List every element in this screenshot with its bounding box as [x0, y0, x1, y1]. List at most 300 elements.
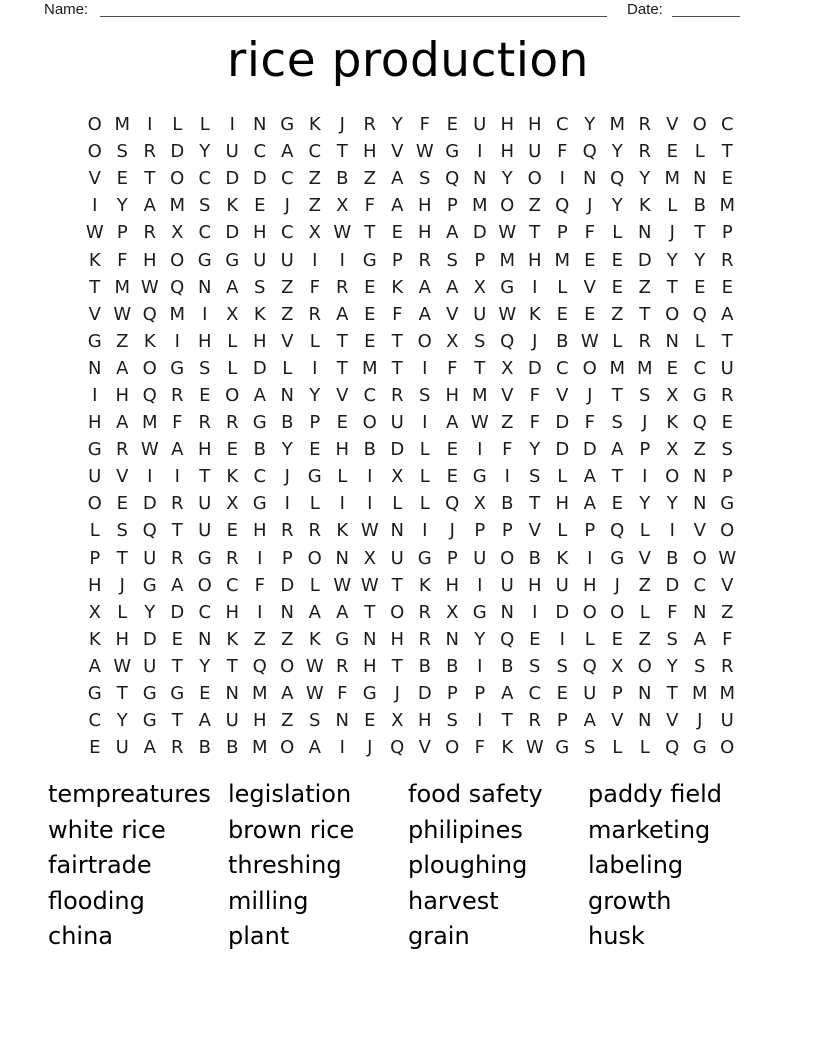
grid-letter: E: [584, 303, 596, 325]
grid-letter: F: [254, 574, 265, 596]
grid-letter: C: [198, 168, 212, 190]
grid-letter: F: [474, 737, 485, 759]
grid-letter: G: [692, 737, 707, 759]
grid-letter: L: [89, 520, 100, 542]
grid-letter: V: [501, 384, 514, 406]
grid-letter: O: [225, 384, 240, 406]
grid-letter: W: [580, 330, 599, 352]
grid-letter: R: [528, 710, 541, 732]
grid-letter: E: [199, 683, 211, 705]
grid-letter: M: [609, 357, 626, 379]
grid-letter: D: [170, 601, 185, 623]
grid-letter: T: [474, 357, 486, 379]
word-item: threshing: [228, 851, 342, 880]
grid-letter: N: [638, 710, 652, 732]
grid-letter: H: [362, 655, 377, 677]
grid-letter: R: [335, 655, 349, 677]
grid-letter: Q: [142, 520, 157, 542]
grid-letter: R: [418, 601, 431, 623]
grid-letter: S: [529, 466, 541, 488]
grid-letter: P: [446, 195, 458, 217]
grid-letter: C: [308, 141, 322, 163]
grid-letter: Z: [693, 439, 706, 461]
grid-letter: W: [305, 683, 324, 705]
grid-letter: H: [115, 628, 130, 650]
grid-letter: H: [390, 628, 405, 650]
grid-letter: N: [363, 628, 377, 650]
grid-letter: L: [419, 466, 430, 488]
grid-letter: D: [582, 439, 597, 461]
grid-letter: N: [693, 168, 707, 190]
grid-letter: F: [529, 384, 540, 406]
grid-letter: H: [527, 249, 542, 271]
grid-letter: M: [719, 683, 736, 705]
grid-letter: L: [639, 601, 650, 623]
grid-letter: G: [500, 276, 515, 298]
grid-letter: X: [391, 466, 404, 488]
grid-letter: T: [391, 357, 403, 379]
grid-letter: M: [361, 357, 378, 379]
grid-letter: O: [390, 601, 405, 623]
grid-letter: C: [280, 222, 294, 244]
grid-letter: A: [253, 384, 266, 406]
grid-letter: O: [665, 466, 680, 488]
grid-letter: J: [642, 412, 648, 434]
grid-letter: G: [142, 574, 157, 596]
grid-letter: E: [611, 493, 623, 515]
grid-letter: A: [308, 737, 321, 759]
word-item: harvest: [408, 886, 499, 915]
grid-letter: Z: [281, 276, 294, 298]
grid-letter: T: [171, 520, 183, 542]
grid-letter: G: [417, 547, 432, 569]
grid-letter: Y: [639, 168, 651, 190]
grid-letter: W: [85, 222, 104, 244]
grid-letter: O: [665, 303, 680, 325]
grid-letter: T: [226, 655, 238, 677]
grid-letter: S: [199, 357, 211, 379]
grid-letter: H: [87, 412, 102, 434]
grid-letter: A: [391, 168, 404, 190]
grid-letter: C: [225, 574, 239, 596]
grid-letter: T: [364, 222, 376, 244]
grid-letter: Q: [252, 655, 267, 677]
word-list-column: [48, 777, 228, 955]
grid-letter: A: [143, 195, 156, 217]
grid-letter: Z: [721, 601, 734, 623]
grid-letter: E: [584, 249, 596, 271]
grid-letter: U: [198, 493, 212, 515]
grid-letter: N: [693, 466, 707, 488]
grid-letter: G: [472, 466, 487, 488]
grid-letter: T: [336, 141, 348, 163]
grid-letter: J: [532, 330, 538, 352]
grid-letter: P: [446, 683, 458, 705]
grid-letter: R: [170, 547, 184, 569]
grid-letter: E: [226, 520, 238, 542]
grid-letter: R: [225, 547, 239, 569]
grid-letter: P: [639, 439, 651, 461]
grid-letter: O: [170, 249, 185, 271]
grid-letter: U: [253, 249, 267, 271]
grid-letter: I: [367, 466, 373, 488]
grid-letter: T: [501, 710, 513, 732]
grid-letter: N: [88, 357, 102, 379]
grid-letter: J: [449, 520, 455, 542]
grid-letter: C: [253, 466, 267, 488]
grid-letter: H: [197, 439, 212, 461]
grid-letter: H: [445, 384, 460, 406]
grid-letter: L: [392, 493, 403, 515]
grid-letter: D: [142, 628, 157, 650]
grid-letter: U: [500, 574, 514, 596]
grid-letter: K: [88, 249, 101, 271]
grid-letter: I: [559, 168, 565, 190]
grid-letter: Y: [501, 168, 513, 190]
grid-letter: F: [364, 195, 375, 217]
grid-letter: V: [583, 276, 596, 298]
grid-letter: G: [335, 628, 350, 650]
word-list-column: [228, 777, 408, 955]
grid-letter: K: [501, 737, 514, 759]
grid-letter: I: [477, 141, 483, 163]
grid-letter: Y: [639, 493, 651, 515]
grid-letter: R: [143, 141, 156, 163]
grid-letter: J: [697, 710, 703, 732]
word-item: husk: [588, 922, 645, 951]
grid-letter: Y: [584, 114, 596, 136]
grid-letter: R: [280, 520, 294, 542]
word-item: flooding: [48, 886, 145, 915]
grid-letter: X: [446, 330, 459, 352]
grid-letter: J: [367, 737, 373, 759]
grid-letter: L: [612, 330, 623, 352]
grid-letter: U: [143, 547, 157, 569]
grid-letter: T: [529, 222, 541, 244]
grid-letter: R: [308, 303, 321, 325]
grid-letter: Z: [281, 628, 294, 650]
grid-letter: I: [202, 303, 208, 325]
grid-letter: F: [419, 114, 430, 136]
grid-letter: O: [720, 737, 735, 759]
grid-letter: L: [337, 466, 348, 488]
grid-letter: W: [333, 574, 352, 596]
grid-letter: D: [252, 357, 267, 379]
grid-letter: I: [477, 574, 483, 596]
grid-letter: T: [116, 547, 128, 569]
grid-letter: G: [170, 357, 185, 379]
grid-letter: Y: [116, 195, 128, 217]
grid-letter: A: [336, 303, 349, 325]
grid-letter: L: [612, 222, 623, 244]
grid-letter: R: [720, 384, 734, 406]
grid-letter: S: [694, 655, 706, 677]
grid-letter: S: [419, 168, 431, 190]
grid-letter: B: [528, 547, 541, 569]
grid-letter: L: [584, 628, 595, 650]
grid-letter: I: [147, 114, 153, 136]
grid-letter: M: [636, 357, 653, 379]
grid-letter: Y: [474, 628, 486, 650]
grid-letter: E: [611, 249, 623, 271]
grid-letter: A: [226, 276, 239, 298]
grid-letter: E: [721, 168, 733, 190]
grid-letter: S: [639, 384, 651, 406]
grid-letter: E: [336, 412, 348, 434]
grid-letter: L: [172, 114, 183, 136]
grid-letter: W: [113, 655, 132, 677]
grid-letter: H: [527, 574, 542, 596]
grid-letter: B: [446, 655, 459, 677]
grid-letter: K: [226, 466, 239, 488]
grid-letter: R: [198, 412, 211, 434]
grid-letter: G: [197, 249, 212, 271]
grid-letter: N: [253, 114, 267, 136]
word-item: plant: [228, 922, 290, 951]
grid-letter: X: [446, 601, 459, 623]
grid-letter: W: [113, 303, 132, 325]
grid-letter: O: [170, 168, 185, 190]
grid-letter: L: [694, 141, 705, 163]
grid-letter: A: [611, 439, 624, 461]
grid-letter: F: [584, 222, 595, 244]
grid-letter: L: [309, 574, 320, 596]
grid-letter: E: [666, 141, 678, 163]
grid-letter: G: [170, 683, 185, 705]
grid-letter: S: [584, 737, 596, 759]
grid-letter: Q: [445, 168, 460, 190]
grid-letter: A: [583, 493, 596, 515]
grid-letter: S: [116, 520, 128, 542]
grid-letter: T: [171, 710, 183, 732]
grid-letter: I: [257, 601, 263, 623]
grid-letter: I: [504, 466, 510, 488]
grid-letter: L: [639, 737, 650, 759]
grid-letter: Y: [611, 195, 623, 217]
grid-letter: E: [694, 276, 706, 298]
grid-letter: T: [199, 466, 211, 488]
grid-letter: Q: [500, 330, 515, 352]
grid-letter: B: [501, 493, 514, 515]
grid-letter: L: [419, 439, 430, 461]
grid-letter: O: [582, 357, 597, 379]
grid-letter: P: [474, 683, 486, 705]
grid-letter: G: [445, 141, 460, 163]
grid-letter: J: [587, 384, 593, 406]
grid-letter: E: [364, 710, 376, 732]
grid-letter: D: [472, 222, 487, 244]
grid-letter: Y: [666, 249, 678, 271]
grid-letter: O: [197, 574, 212, 596]
grid-letter: G: [610, 547, 625, 569]
grid-letter: Y: [611, 141, 623, 163]
grid-letter: W: [415, 141, 434, 163]
grid-letter: M: [114, 114, 131, 136]
grid-letter: L: [419, 493, 430, 515]
grid-letter: O: [720, 520, 735, 542]
grid-letter: M: [471, 195, 488, 217]
grid-letter: Z: [308, 195, 321, 217]
name-label: Name:: [44, 1, 89, 18]
grid-letter: P: [474, 520, 486, 542]
grid-letter: V: [721, 574, 734, 596]
grid-letter: R: [115, 439, 129, 461]
grid-letter: I: [147, 466, 153, 488]
grid-letter: E: [721, 276, 733, 298]
grid-letter: O: [500, 195, 515, 217]
grid-letter: O: [527, 168, 542, 190]
grid-letter: Q: [142, 303, 157, 325]
grid-letter: T: [364, 601, 376, 623]
grid-letter: Z: [638, 628, 651, 650]
grid-letter: S: [254, 276, 266, 298]
grid-letter: A: [171, 574, 184, 596]
word-item: tempreatures: [48, 780, 211, 808]
grid-letter: S: [474, 330, 486, 352]
grid-letter: B: [253, 439, 266, 461]
grid-letter: N: [638, 222, 652, 244]
grid-letter: F: [584, 412, 595, 434]
grid-letter: T: [611, 384, 623, 406]
grid-letter: K: [253, 303, 266, 325]
word-list: [48, 777, 768, 955]
grid-letter: O: [637, 655, 652, 677]
grid-letter: F: [392, 303, 403, 325]
grid-letter: U: [390, 412, 404, 434]
grid-letter: R: [335, 276, 349, 298]
grid-letter: Q: [610, 168, 625, 190]
grid-letter: A: [143, 737, 156, 759]
grid-letter: O: [500, 547, 515, 569]
grid-letter: H: [417, 222, 432, 244]
grid-letter: X: [336, 195, 349, 217]
grid-letter: N: [198, 276, 212, 298]
grid-letter: G: [142, 710, 157, 732]
grid-letter: U: [88, 466, 102, 488]
grid-letter: P: [89, 547, 101, 569]
grid-letter: L: [282, 357, 293, 379]
grid-letter: U: [528, 141, 542, 163]
grid-letter: K: [143, 330, 156, 352]
grid-letter: R: [638, 330, 651, 352]
grid-letter: Y: [199, 141, 211, 163]
word-item: food safety: [408, 780, 543, 808]
grid-letter: I: [477, 439, 483, 461]
grid-letter: X: [666, 384, 679, 406]
grid-letter: M: [114, 276, 131, 298]
grid-letter: W: [525, 737, 544, 759]
grid-letter: U: [720, 357, 734, 379]
grid-letter: E: [116, 493, 128, 515]
grid-letter: T: [666, 683, 678, 705]
name-blank-line: [100, 0, 607, 17]
grid-letter: I: [477, 710, 483, 732]
grid-letter: O: [610, 601, 625, 623]
grid-letter: T: [144, 168, 156, 190]
grid-letter: Z: [281, 710, 294, 732]
grid-letter: V: [446, 303, 459, 325]
grid-letter: W: [140, 439, 159, 461]
grid-letter: N: [280, 601, 294, 623]
grid-letter: R: [720, 249, 734, 271]
grid-letter: M: [554, 249, 571, 271]
grid-letter: Y: [309, 384, 321, 406]
grid-letter: A: [501, 683, 514, 705]
date-label: Date:: [627, 1, 663, 18]
grid-letter: P: [584, 520, 596, 542]
grid-letter: O: [692, 114, 707, 136]
grid-letter: O: [87, 141, 102, 163]
word-item: fairtrade: [48, 851, 152, 880]
grid-letter: W: [498, 222, 517, 244]
grid-letter: F: [529, 412, 540, 434]
grid-letter: Q: [665, 737, 680, 759]
grid-letter: C: [198, 222, 212, 244]
grid-letter: K: [308, 114, 321, 136]
grid-letter: X: [666, 439, 679, 461]
grid-letter: K: [556, 547, 569, 569]
grid-letter: V: [666, 114, 679, 136]
grid-letter: H: [252, 222, 267, 244]
grid-letter: Q: [170, 276, 185, 298]
grid-letter: I: [587, 547, 593, 569]
grid-letter: H: [500, 141, 515, 163]
grid-letter: I: [422, 357, 428, 379]
grid-letter: K: [391, 276, 404, 298]
grid-letter: E: [309, 439, 321, 461]
grid-letter: O: [280, 655, 295, 677]
grid-letter: T: [721, 330, 733, 352]
grid-letter: P: [391, 249, 403, 271]
grid-letter: Y: [144, 601, 156, 623]
grid-letter: E: [611, 276, 623, 298]
grid-letter: H: [445, 574, 460, 596]
grid-letter: G: [362, 683, 377, 705]
grid-letter: N: [665, 330, 679, 352]
grid-letter: S: [199, 195, 211, 217]
grid-letter: Z: [253, 628, 266, 650]
grid-letter: K: [666, 412, 679, 434]
grid-letter: N: [693, 601, 707, 623]
date-blank-line: [672, 0, 740, 17]
grid-letter: K: [336, 520, 349, 542]
grid-letter: T: [529, 493, 541, 515]
grid-letter: R: [308, 520, 321, 542]
word-item: brown rice: [228, 815, 355, 844]
grid-letter: O: [307, 547, 322, 569]
grid-letter: X: [391, 710, 404, 732]
grid-letter: Y: [116, 710, 128, 732]
grid-letter: L: [667, 195, 678, 217]
grid-letter: I: [174, 466, 180, 488]
grid-letter: R: [143, 222, 156, 244]
grid-letter: A: [116, 412, 129, 434]
grid-letter: F: [337, 683, 348, 705]
grid-letter: R: [638, 141, 651, 163]
grid-letter: R: [638, 114, 651, 136]
grid-letter: J: [284, 195, 290, 217]
grid-letter: W: [470, 412, 489, 434]
grid-letter: I: [229, 114, 235, 136]
grid-letter: B: [363, 439, 376, 461]
grid-letter: D: [555, 439, 570, 461]
grid-letter: D: [142, 493, 157, 515]
grid-letter: Z: [638, 574, 651, 596]
grid-letter: R: [170, 737, 184, 759]
grid-letter: M: [471, 384, 488, 406]
grid-letter: G: [692, 384, 707, 406]
word-item: white rice: [48, 815, 166, 844]
